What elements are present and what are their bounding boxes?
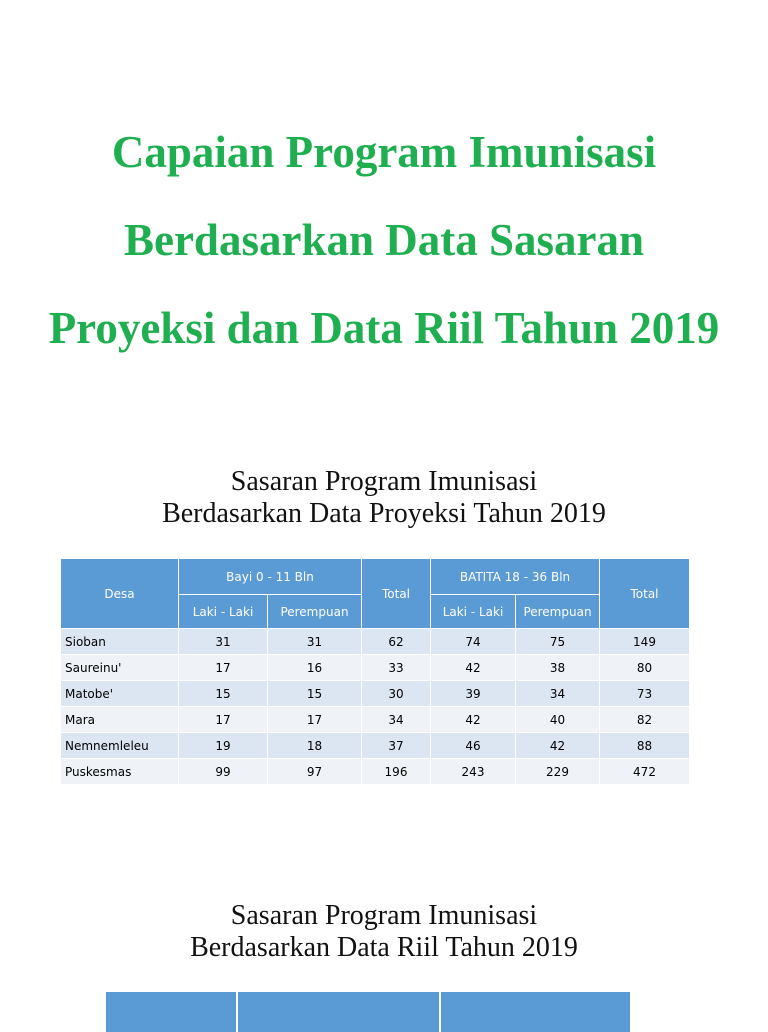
cell-batita-total: 73: [600, 681, 690, 707]
slide-title-line-3: Proyeksi dan Data Riil Tahun 2019: [48, 303, 720, 353]
cell-bayi-total: 33: [362, 655, 431, 681]
header-total-bayi: Total: [362, 559, 431, 629]
cell-desa: Sioban: [61, 629, 179, 655]
cell-batita-perempuan: 34: [516, 681, 600, 707]
section2-title-line-2: Berdasarkan Data Riil Tahun 2019: [190, 932, 578, 963]
cell-batita-total: 80: [600, 655, 690, 681]
cell-batita-perempuan: 75: [516, 629, 600, 655]
projection-table: [60, 558, 690, 785]
cell-bayi-total: 30: [362, 681, 431, 707]
riil-table-header: [106, 992, 630, 1032]
cell-batita-laki: 42: [431, 655, 516, 681]
cell-batita-laki: 46: [431, 733, 516, 759]
section2-title: [0, 900, 768, 964]
section1-title: [0, 466, 768, 530]
table-row: [61, 759, 690, 785]
header-batita-perempuan: Perempuan: [516, 595, 600, 629]
slide-title: [0, 108, 768, 372]
section2-title-line-1: Sasaran Program Imunisasi: [230, 900, 538, 931]
cell-batita-perempuan: 40: [516, 707, 600, 733]
cell-bayi-total: 37: [362, 733, 431, 759]
section1-title-line-2: Berdasarkan Data Proyeksi Tahun 2019: [162, 498, 606, 529]
cell-batita-perempuan: 38: [516, 655, 600, 681]
cell-desa: Nemnemleleu: [61, 733, 179, 759]
riil-header-divider: [439, 992, 441, 1032]
cell-bayi-total: 62: [362, 629, 431, 655]
section1-title-line-1: Sasaran Program Imunisasi: [230, 466, 538, 497]
table-row: [61, 707, 690, 733]
cell-bayi-laki: 99: [179, 759, 268, 785]
cell-bayi-laki: 31: [179, 629, 268, 655]
slide-title-line-1: Capaian Program Imunisasi: [111, 127, 657, 177]
table-row: [61, 629, 690, 655]
cell-bayi-laki: 17: [179, 655, 268, 681]
cell-batita-perempuan: 42: [516, 733, 600, 759]
header-bayi-laki: Laki - Laki: [179, 595, 268, 629]
cell-batita-total: 82: [600, 707, 690, 733]
riil-header-divider: [236, 992, 238, 1032]
cell-batita-perempuan: 229: [516, 759, 600, 785]
cell-batita-total: 88: [600, 733, 690, 759]
cell-batita-laki: 42: [431, 707, 516, 733]
cell-bayi-total: 34: [362, 707, 431, 733]
cell-batita-laki: 39: [431, 681, 516, 707]
cell-bayi-perempuan: 18: [268, 733, 362, 759]
table-row: [61, 733, 690, 759]
cell-bayi-total: 196: [362, 759, 431, 785]
cell-batita-total: 472: [600, 759, 690, 785]
cell-bayi-laki: 17: [179, 707, 268, 733]
table-row: [61, 655, 690, 681]
slide-title-line-2: Berdasarkan Data Sasaran: [123, 215, 645, 265]
cell-bayi-laki: 19: [179, 733, 268, 759]
cell-desa: Matobe': [61, 681, 179, 707]
cell-bayi-laki: 15: [179, 681, 268, 707]
header-total-batita: Total: [600, 559, 690, 629]
cell-desa: Puskesmas: [61, 759, 179, 785]
cell-bayi-perempuan: 17: [268, 707, 362, 733]
cell-bayi-perempuan: 15: [268, 681, 362, 707]
header-batita-laki: Laki - Laki: [431, 595, 516, 629]
header-bayi-perempuan: Perempuan: [268, 595, 362, 629]
cell-desa: Saureinu': [61, 655, 179, 681]
header-bayi: Bayi 0 - 11 Bln: [179, 559, 362, 595]
header-batita: BATITA 18 - 36 Bln: [431, 559, 600, 595]
table-row: [61, 681, 690, 707]
header-desa: Desa: [61, 559, 179, 629]
cell-batita-laki: 74: [431, 629, 516, 655]
cell-bayi-perempuan: 16: [268, 655, 362, 681]
cell-batita-laki: 243: [431, 759, 516, 785]
cell-desa: Mara: [61, 707, 179, 733]
cell-batita-total: 149: [600, 629, 690, 655]
cell-bayi-perempuan: 97: [268, 759, 362, 785]
cell-bayi-perempuan: 31: [268, 629, 362, 655]
